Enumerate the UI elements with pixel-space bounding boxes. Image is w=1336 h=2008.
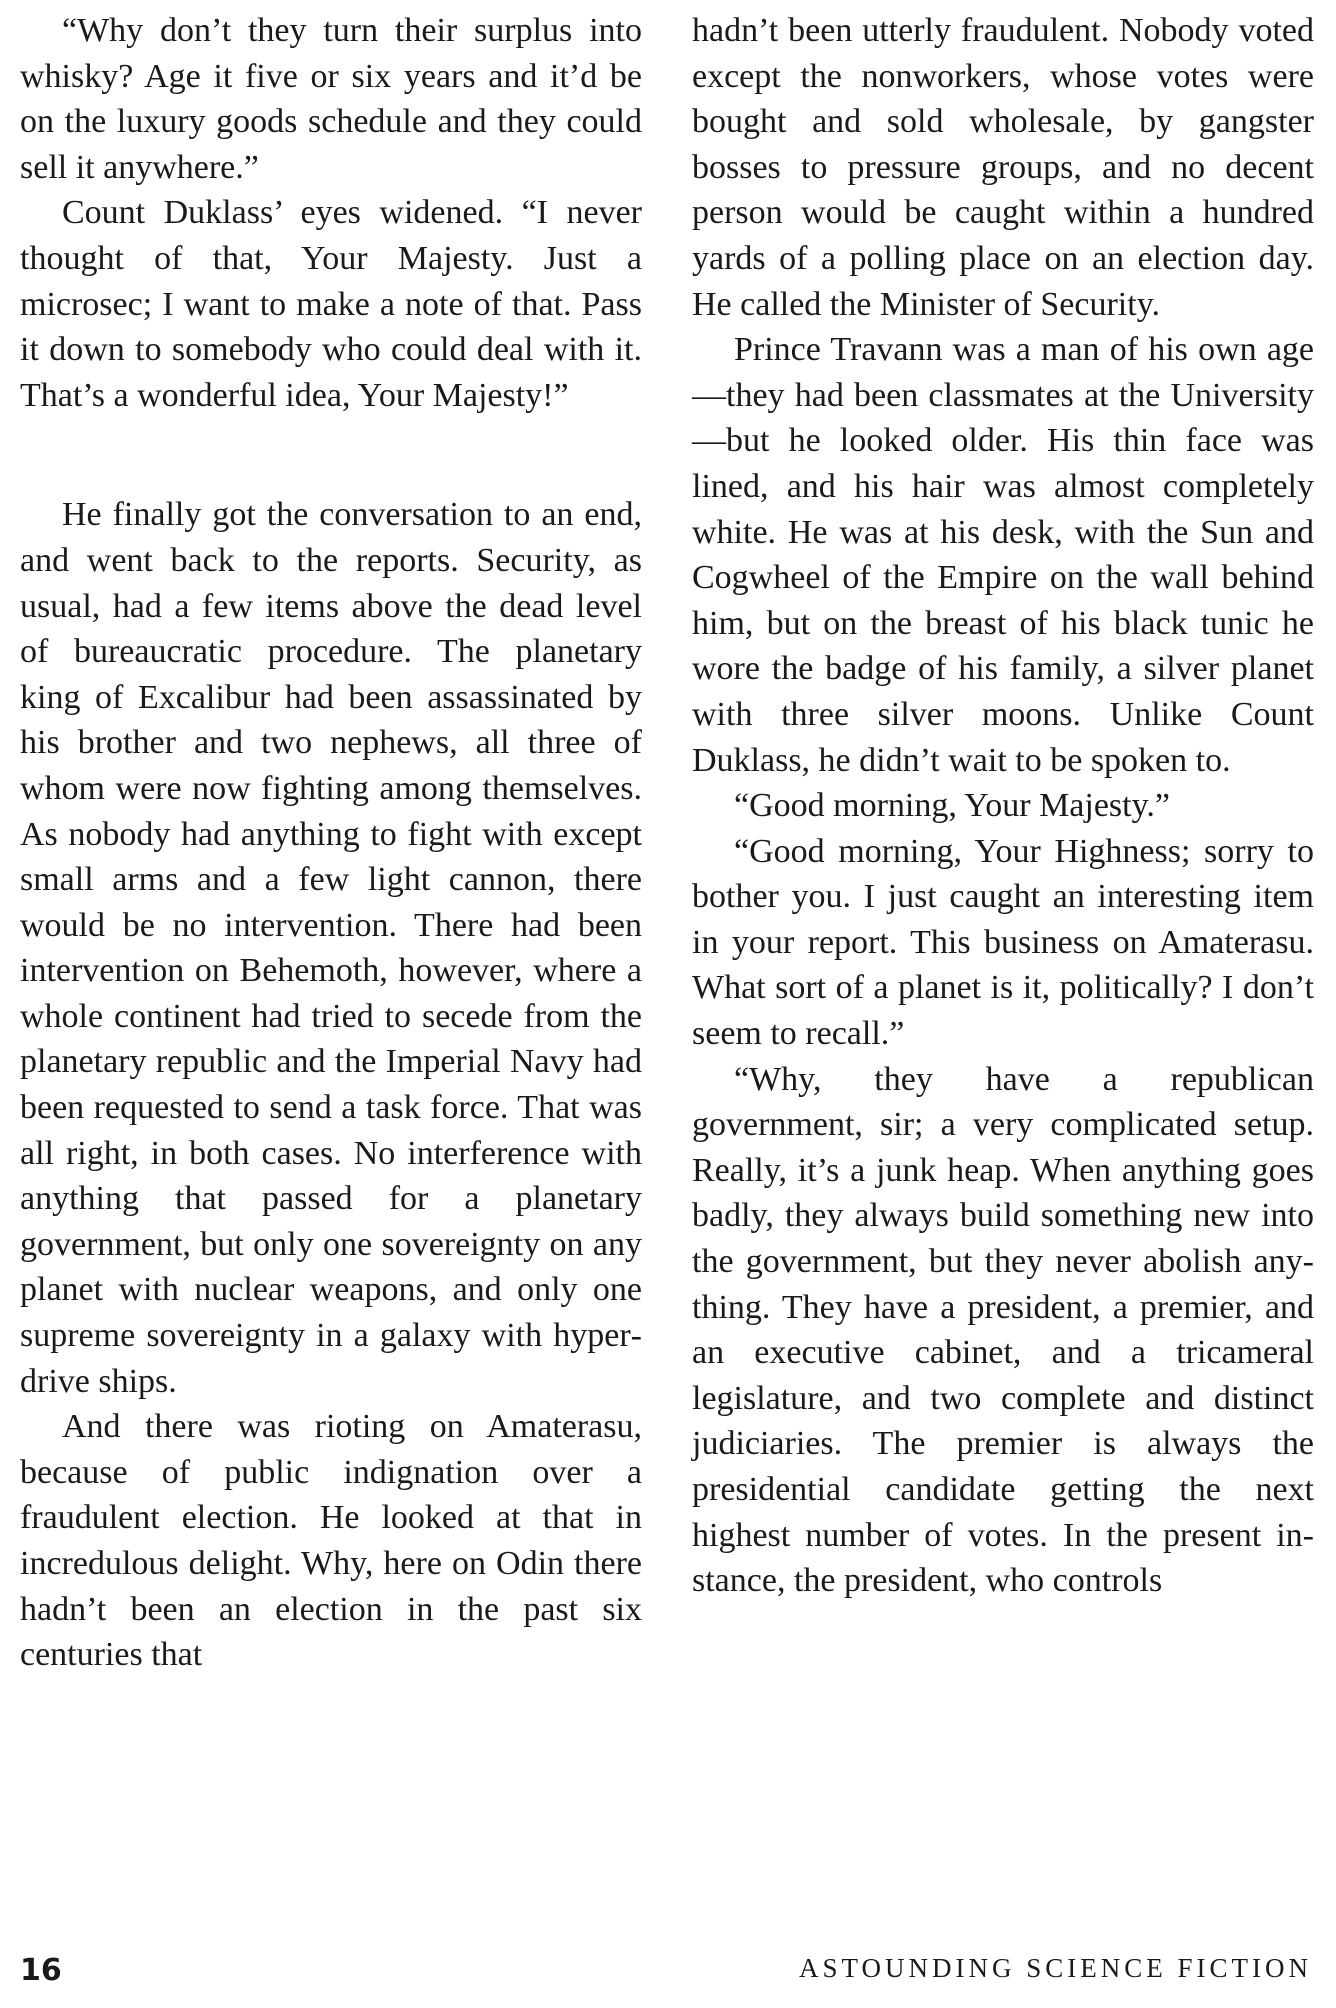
- right-column: [692, 8, 1314, 1604]
- left-column: [20, 8, 642, 1678]
- paragraph-whisky: “Why don’t they turn their surplus into whisky? Age it five or six years and it’d be on the luxury goods schedule and they could sell it anywhere.”: [20, 12, 642, 186]
- paragraph-emperor-question: “Good morning, Your Highness; sorry to bother you. I just caught an interesting item in your report. This business on Amaterasu. What sort of a planet is it, politically? I don’t seem to recall.”: [692, 832, 1314, 1053]
- paragraph-duklass-reply: Count Duklass’ eyes widened. “I never thought of that, Your Majesty. Just a microsec; I want to make a note of that. Pass it down to somebody who could deal with it. That’s a wonderful idea, Your Majesty!”: [20, 194, 642, 414]
- paragraph-reports: He finally got the conversation to an end, and went back to the reports. Security, as usual, had a few items above the dead level of bureaucratic procedure. The planetary king of Excalibur had been assassinated by his brother and two nephews, all three of whom were now fighting among themselves. As nobody had anything to fight with except small arms and a few light cannon, there would be no intervention. There had been intervention on Behemoth, however, where a whole continent had tried to secede from the planetary republic and the Imperial Navy had been requested to send a task force. That was all right, in both cases. No interference with anything that passed for a planetary government, but only one sovereignty on any planet with nuclear weapons, and only one supreme sovereignty in a galaxy with hyperdrive ships.: [20, 496, 642, 1400]
- section-break: [20, 418, 642, 492]
- paragraph-amaterasu-rioting: And there was rioting on Amaterasu, because of public indignation over a fraudulent election. He looked at that in incredulous delight. Why, here on Odin there hadn’t been an election in the past six centuries that: [20, 1408, 642, 1674]
- paragraph-republic-explanation: “Why, they have a republican government, sir; a very complicated setup. Really, it’s a junk heap. When anything goes badly, they always build something new into the government, but they never abolish anything. They have a president, a premier, and an executive cabinet, and a tricameral legislature, and two complete and distinct judiciaries. The premier is always the presidential candidate getting the next highest number of votes. In the present instance, the president, who controls: [692, 1060, 1314, 1600]
- page-number: 16: [20, 1953, 62, 1988]
- running-title: ASTOUNDING SCIENCE FICTION: [798, 1953, 1312, 1983]
- paragraph-continuation: hadn’t been utterly fraudulent. Nobody voted except the nonworkers, whose votes were bought and sold wholesale, by gangster bosses to pressure groups, and no decent person would be caught within a hundred yards of a polling place on an election day. He called the Minister of Security.: [692, 12, 1314, 323]
- paragraph-prince-travann: Prince Travann was a man of his own age—they had been classmates at the University—but he looked older. His thin face was lined, and his hair was almost completely white. He was at his desk, with the Sun and Cogwheel of the Empire on the wall behind him, but on the breast of his black tunic he wore the badge of his family, a silver planet with three silver moons. Unlike Count Duklass, he didn’t wait to be spoken to.: [692, 331, 1314, 779]
- paragraph-greeting: “Good morning, Your Majesty.”: [734, 787, 1170, 825]
